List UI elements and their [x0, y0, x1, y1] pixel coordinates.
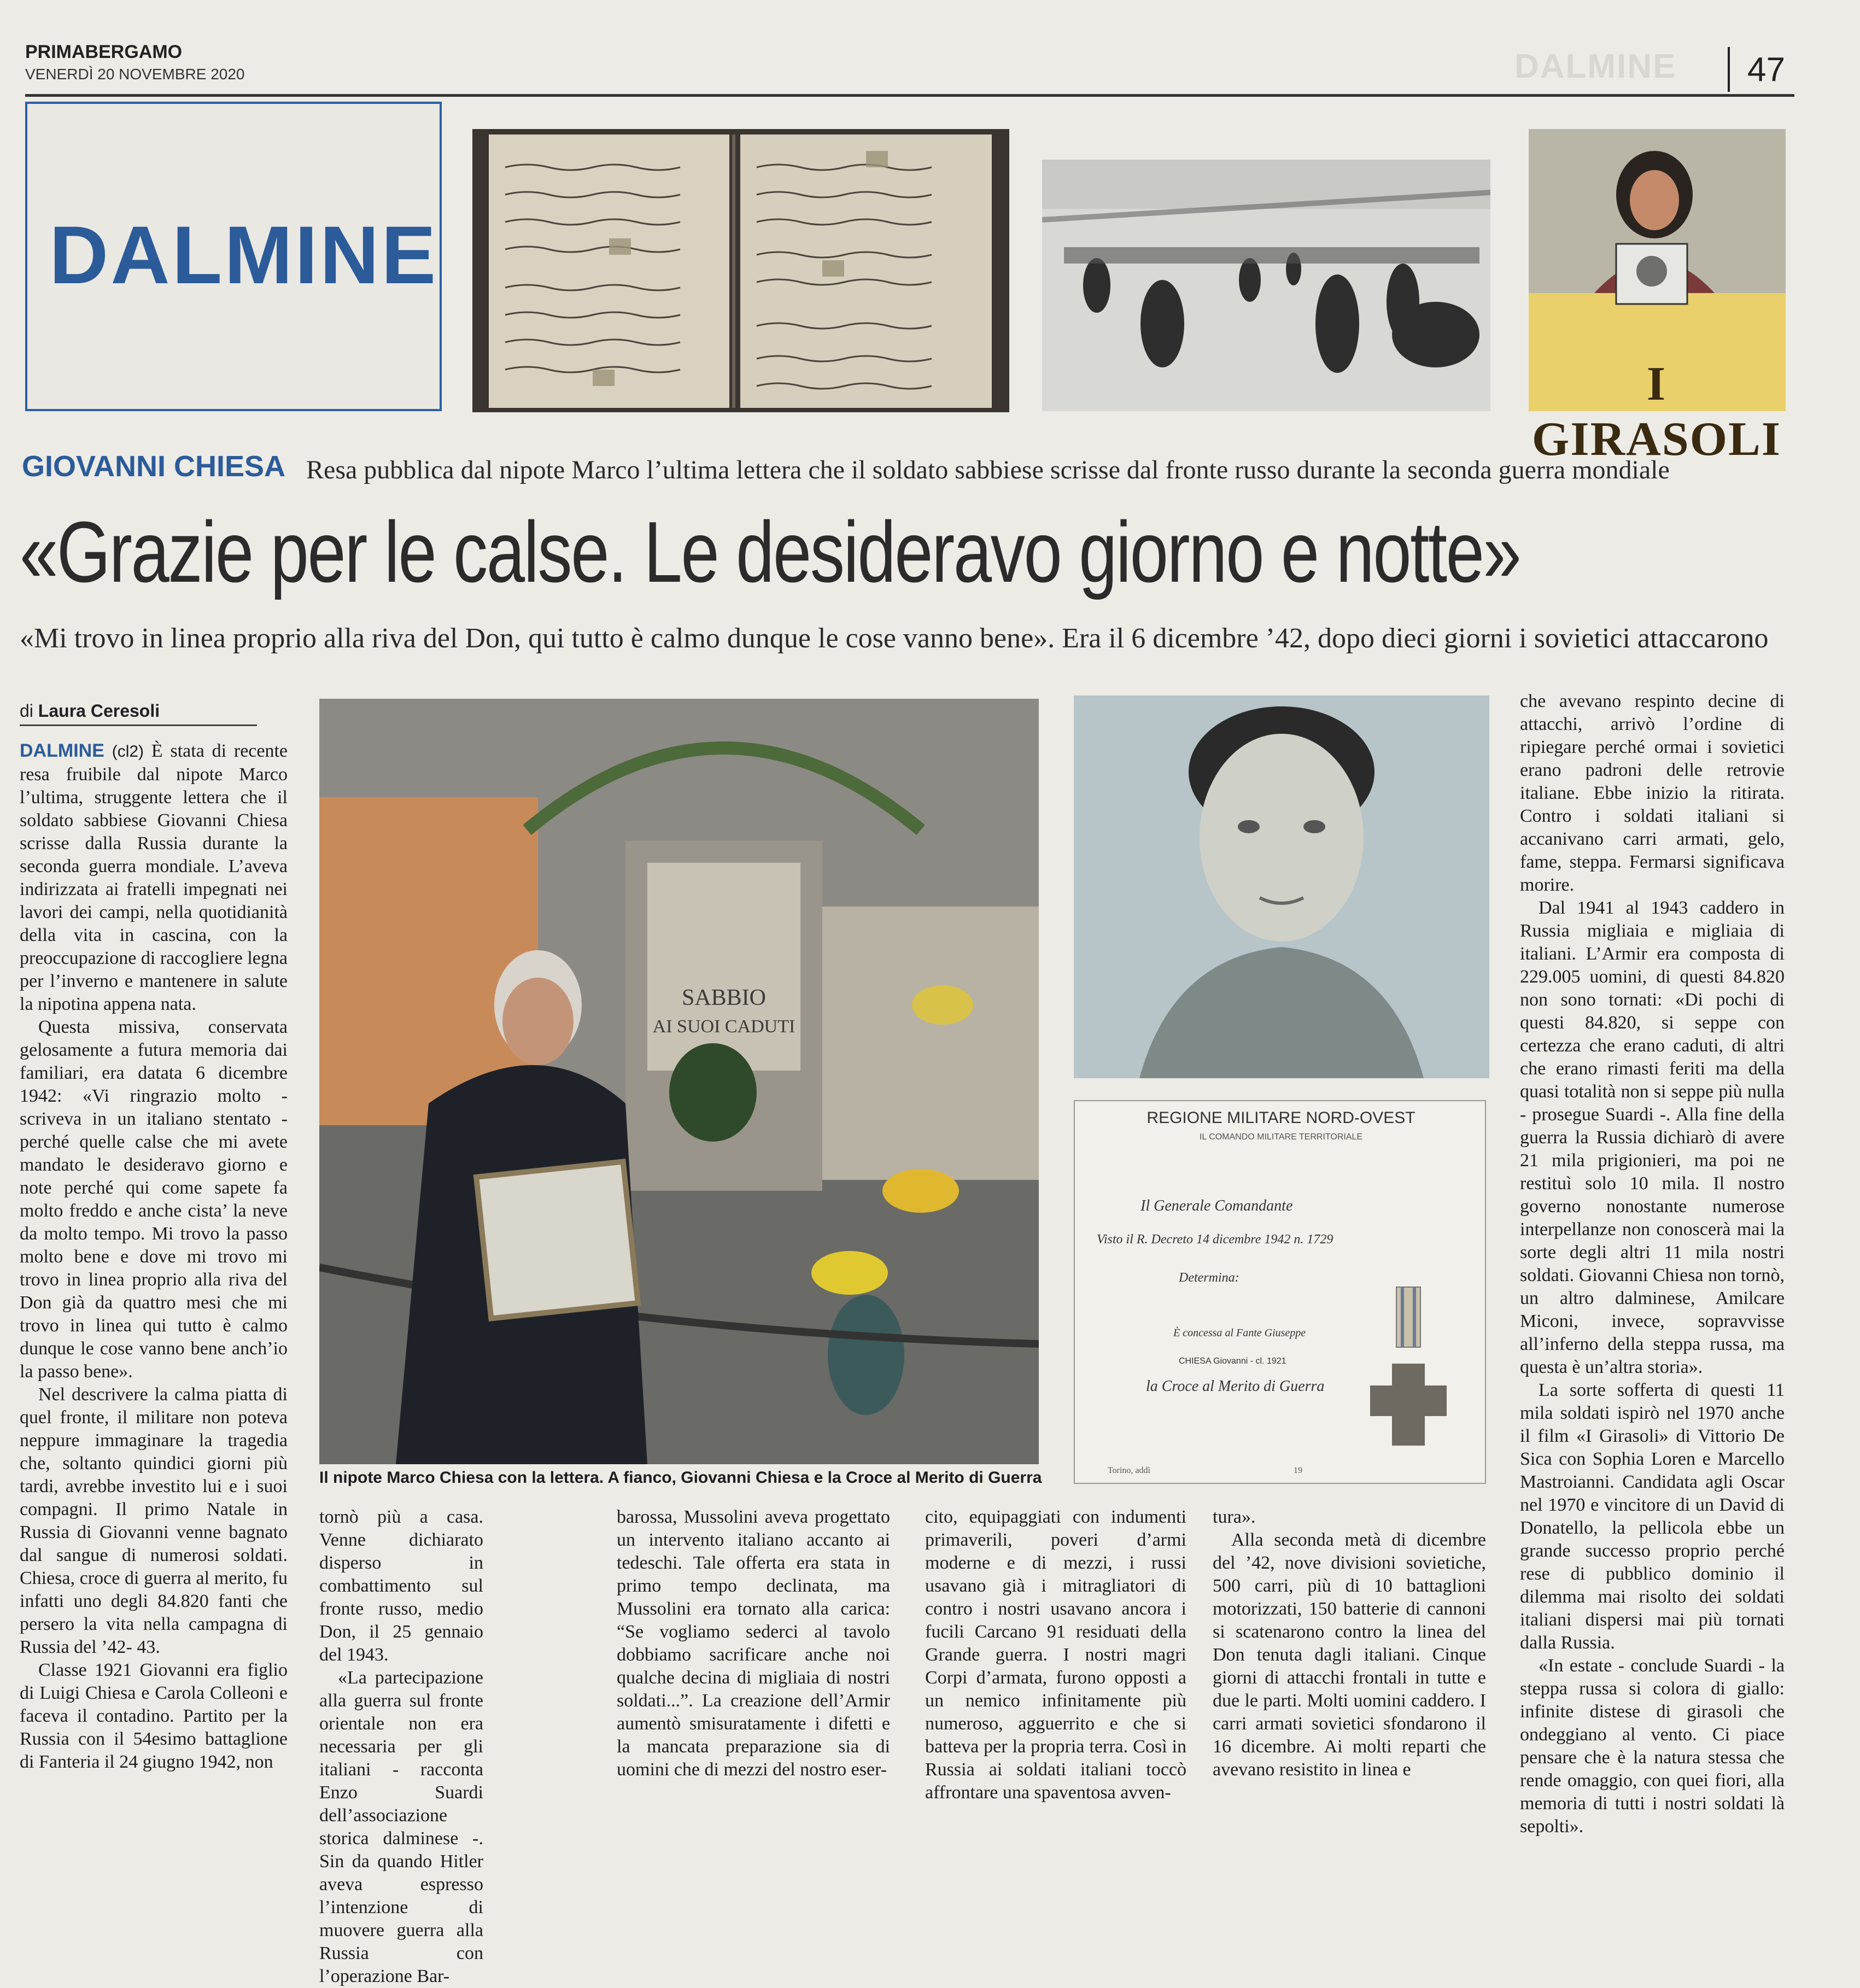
article-column-6: [1520, 690, 1785, 1838]
certificate-line-7: Torino, addì: [1108, 1466, 1150, 1475]
paragraph: tura».: [1213, 1507, 1256, 1527]
certificate-line-6: la Croce al Merito di Guerra: [1146, 1378, 1325, 1395]
retreat-photo: [1042, 160, 1490, 411]
paragraph: Questa missiva, conservata gelosamente a futura memoria dai familiari, era datata 6 dicembre 1942: «Vi ringrazio molto - scriveva in un italiano stentato - perché quelle calse che mi avete mandato le desideravo giorno e note perché qui come sapete fa molto freddo e anche cista’ la neve da molto tempo. Mi trovo la passo molto bene e dove mi trovo mi trovo in linea proprio alla riva del Don già da quattro mesi che mi trovo in linea qui tutto è calmo dunque le cose vanno bene anch’io la passo bene».: [20, 1017, 288, 1382]
war-merit-cross-icon: [1370, 1287, 1447, 1446]
header-rule: [25, 94, 1794, 97]
byline-rule: [20, 724, 257, 726]
certificate-line-3: Determina:: [1179, 1271, 1239, 1285]
certificate-heading: REGIONE MILITARE NORD-OVEST: [1147, 1109, 1416, 1127]
monument-photo: [319, 699, 1039, 1464]
section-title: DALMINE: [49, 209, 438, 301]
paragraph: «In estate - conclude Suardi - la steppa russa si colora di giallo: infinite distese di girasoli che ondeggiano al vento. Ci piace pensare che è la natura stessa che rende omaggio, con quei fiori, alla memoria di tutti i nostri soldati là sepolti».: [1520, 1656, 1785, 1837]
article-column-4: [925, 1506, 1186, 1804]
kicker-name: GIOVANNI CHIESA: [22, 450, 286, 483]
certificate-line-5: CHIESA Giovanni - cl. 1921: [1179, 1356, 1286, 1366]
byline: [20, 701, 160, 721]
byline-author: Laura Ceresoli: [38, 701, 160, 721]
paragraph: [20, 739, 288, 1016]
paragraph: Classe 1921 Giovanni era figlio di Luigi Chiesa e Carola Colleoni e faceva il contadino. Partito per la Russia con il 54esimo battaglione di Fanteria il 24 giugno 1942, non: [20, 1660, 288, 1772]
paragraph: cito, equipaggiati con indumenti primaverili, poveri d’armi moderne e di mezzi, i russi usavano già i mitragliatori di contro i nostri usavano ancora i fucili Carcano 91 residuati della Grande guerra. I nostri magri Corpi d’armata, furono opposti a un nemico infinitamente più numeroso, agguerrito e che si batteva per la propria terra. Così in Russia ai soldati italiani toccò affrontare una spaventosa avven-: [925, 1507, 1186, 1803]
article-column-5: [1213, 1506, 1486, 1781]
soldier-portrait: [1074, 695, 1489, 1078]
paragraph-text: È stata di recente resa fruibile dal nipote Marco l’ultima, struggente lettera che il soldato sabbiese Giovanni Chiesa scrisse dalla Russia durante la seconda guerra mondiale. L’aveva indirizzata ai fratelli impegnati nei lavori dei campi, nella quotidianità della vita in cascina, con la preoccupazione di raccogliere legna per l’inverno e mantenere in salute la nipotina appena nata.: [20, 741, 288, 1014]
issue-date: VENERDÌ 20 NOVEMBRE 2020: [25, 66, 245, 83]
paragraph: «La partecipazione alla guerra sul fronte orientale non era necessaria per gli italiani - racconta Enzo Suardi dell’associazione storica dalminese -. Sin da quando Hitler aveva espresso l’intenzione di muovere guerra alla Russia con l’operazione Bar-: [319, 1668, 483, 1986]
paragraph: Alla seconda metà di dicembre del ’42, nove divisioni sovietiche, 500 carri, più di 10 battaglioni motorizzati, 150 batterie di cannoni si scatenarono contro la linea del Don tenuta dagli italiani. Cinque giorni di attacchi frontali in tutte e due le parti. Molti uomini caddero. I carri armati sovietici sfondarono il 16 dicembre. Ai molti reparti che avevano resistito in linea e: [1213, 1530, 1486, 1780]
article-column-3: [617, 1506, 890, 1781]
section-tab: DALMINE: [1514, 48, 1677, 85]
page-number: 47: [1747, 51, 1785, 89]
monument-line-2: AI SUOI CADUTI: [652, 1016, 796, 1037]
war-merit-certificate: [1074, 1100, 1486, 1484]
certificate-line-2: Visto il R. Decreto 14 dicembre 1942 n. 1729: [1097, 1232, 1333, 1247]
article-column-1: [20, 739, 288, 1774]
paragraph: Nel descrivere la calma piatta di quel fronte, il militare non poteva neppure immaginare la tragedia che, soltanto quindici giorni più tardi, avrebbe investito lui e i suoi compagni. Il primo Natale in Russia di Giovanni venne bagnato dal sangue di numerosi soldati. Chiesa, croce di guerra al merito, fu infatti uno degli 84.820 fanti che persero la vita nella campagna di Russia del ’42- 43.: [20, 1384, 288, 1657]
headline: «Grazie per le calse. Le desideravo giorno e notte»: [20, 504, 1520, 600]
film-title: I GIRASOLI: [1531, 358, 1782, 466]
paragraph: La sorte sofferta di questi 11 mila soldati ispirò nel 1970 anche il film «I Girasoli» di Vittorio De Sica con Sophia Loren e Marcello Mastroianni. Candidata agli Oscar nel 1970 e vincitore di un David di Donatello, la pellicola ebbe un grande successo proprio perché rese di pubblico dominio il dilemma mai risolto dei soldati italiani dispersi mai più tornati dalla Russia.: [1520, 1380, 1785, 1653]
masthead: PRIMABERGAMO: [25, 42, 183, 62]
certificate-subheading: IL COMANDO MILITARE TERRITORIALE: [1199, 1132, 1363, 1142]
byline-prefix: di: [20, 701, 33, 721]
certificate-line-1: Il Generale Comandante: [1140, 1197, 1293, 1214]
paragraph: che avevano respinto decine di attacchi, arrivò l’ordine di ripiegare perché ormai i sovietici erano padroni delle retrovie italiane. Ebbe inizio la ritirata. Contro i soldati italiani si accanivano carri armati, gelo, fame, steppa. Fermarsi significava morire.: [1520, 691, 1785, 895]
certificate-line-4: È concessa al Fante Giuseppe: [1173, 1327, 1306, 1339]
paragraph: tornò più a casa. Venne dichiarato disperso in combattimento sul fronte russo, medio Don, il 25 gennaio del 1943.: [319, 1507, 483, 1665]
page-number-divider: [1728, 47, 1730, 92]
photo-caption: Il nipote Marco Chiesa con la lettera. A fianco, Giovanni Chiesa e la Croce al Merito di Guerra: [319, 1469, 1042, 1487]
paragraph: Dal 1941 al 1943 caddero in Russia migliaia e migliaia di italiani. L’Armir era composta di 229.005 uomini, di questi 84.820 non sono tornati: «Di pochi di questi 84.820, si seppe con certezza che erano caduti, di altri che erano rimasti feriti ma della quasi totalità non si seppe più nulla - prosegue Suardi -. Alla fine della guerra la Russia dichiarò di avere 21 mila prigionieri, ma poi ne restituì solo 10 mila. Il nostro governo nonostante numerose interpellanze non conoscerà mai la sorte degli altri 11 mila nostri soldati. Giovanni Chiesa non tornò, un altro dalminese, Amilcare Miconi, invece, sopravvisse all’inferno della steppa russa, ma questa è un’altra storia».: [1520, 898, 1785, 1377]
dateline: DALMINE: [20, 740, 104, 761]
certificate-line-8: 19: [1294, 1466, 1302, 1475]
paragraph: barossa, Mussolini aveva progettato un intervento italiano accanto ai tedeschi. Tale offerta era stata in primo tempo declinata, ma Mussolini era tornato alla carica: “Se vogliamo sederci al tavolo dobbiamo sacrificare anche noi qualche decina di migliaia di nostri soldati...”. La creazione dell’Armir aumentò smisuratamente i difetti e la mancata preparazione sia di uomini che di mezzi del nostro eser-: [617, 1507, 890, 1780]
monument-line-1: SABBIO: [681, 985, 767, 1010]
article-column-2: [319, 1506, 483, 1988]
kicker-text: Resa pubblica dal nipote Marco l’ultima lettera che il soldato sabbiese scrisse dal fronte russo durante la seconda guerra mondiale: [306, 455, 1670, 484]
standfirst: «Mi trovo in linea proprio alla riva del Don, qui tutto è calmo dunque le cose vanno bene». Era il 6 dicembre ’42, dopo dieci giorni i sovietici attaccarono: [20, 623, 1769, 654]
dateline-code: (cl2): [112, 742, 144, 761]
letter-photo: [472, 129, 1009, 412]
